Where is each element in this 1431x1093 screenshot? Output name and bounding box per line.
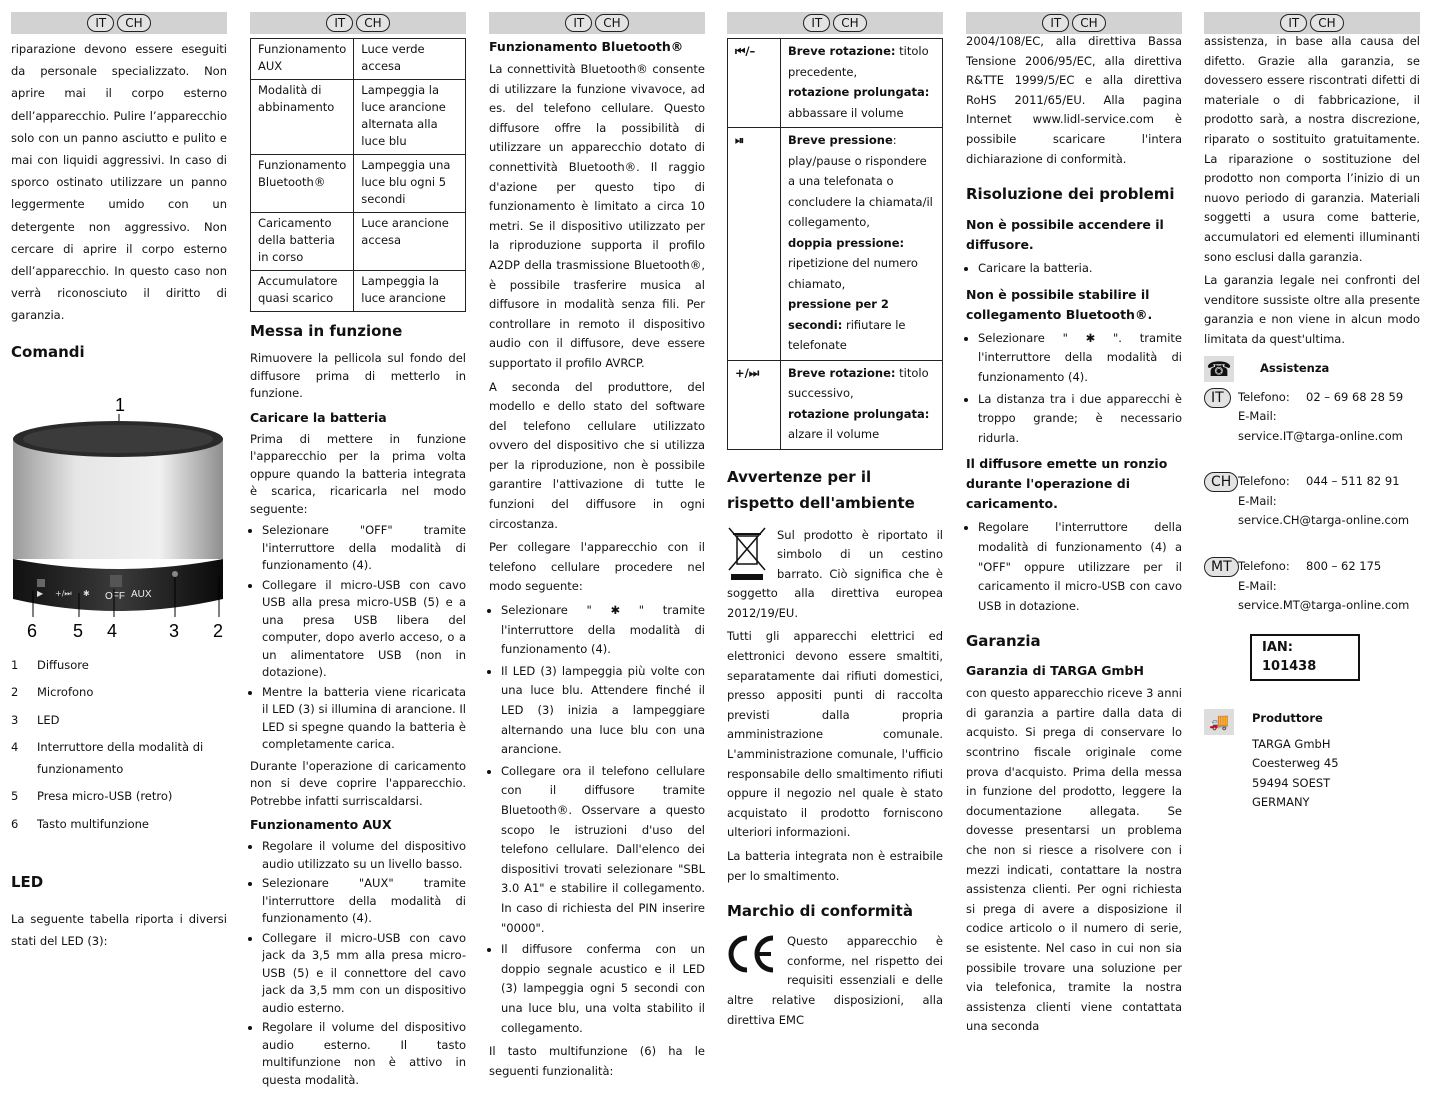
paragraph: La garanzia legale nei confronti del venditore sussiste oltre alla presente garanzia e non viene in alcun modo limitata da quest'ultima. (1204, 273, 1420, 346)
paragraph: Questo apparecchio è conforme, nel rispetto dei requisiti essenziali e delle altre relative disposizioni, alla direttiva EMC (727, 934, 943, 1027)
country-badge-ch: CH (1072, 14, 1105, 32)
country-badge-ch: CH (117, 14, 150, 32)
contact-ch: CH Telefono: 044 – 511 82 91 E-Mail: service.CH@targa-online.com (1204, 472, 1420, 531)
table-row: Funzionamento AUX Luce verde accesa (251, 39, 466, 80)
country-badge-it: IT (1042, 14, 1069, 32)
column-4 (727, 12, 943, 1034)
svg-text:+/⏭: +/⏭ (55, 588, 72, 598)
country-badge-it: IT (1280, 14, 1307, 32)
email-link[interactable]: service.CH@targa-online.com (1238, 513, 1410, 528)
truck-icon: 🚚 (1204, 709, 1234, 735)
section-title-problemi: Risoluzione dei problemi (966, 185, 1175, 204)
problem-list (966, 518, 1182, 616)
list-item: • Selezionare " ✱ " tramite l'interruttore della modalità di funzionamento (4). (501, 601, 705, 660)
section-title-messa: Messa in funzione (250, 322, 403, 340)
column-5 (966, 12, 1182, 1041)
email-link[interactable]: service.MT@targa-online.com (1238, 598, 1410, 613)
svg-text:✱: ✱ (83, 588, 90, 598)
list-item: • Selezionare " ✱ ". tramite l'interruttore della modalità di funzionamento (4). (978, 329, 1182, 388)
paragraph: A seconda del produttore, del modello e dello stato del software del telefono cellulare utilizzato ovvero del dispositivo che si utilizza per la riproduzione, non è possibile garantire l'attivazione di tutte le funzioni del diffusore in ogni circostanza. (489, 379, 705, 531)
paragraph: Rimuovere la pellicola sul fondo del diffusore prima di metterlo in funzione. (250, 351, 466, 400)
list-item: • Il LED (3) lampeggia più volte con una luce blu. Attendere finché il LED (3) inizia a lampeggiare alternando una luce blu con una arancione. (501, 662, 705, 760)
weee-block (727, 526, 943, 624)
device-label-off: OFF (105, 590, 125, 602)
ce-mark-icon (727, 934, 779, 974)
problem-title: Non è possibile accendere il diffusore. (966, 217, 1164, 253)
list-item: • Regolare l'interruttore della modalità di funzionamento (4) a "OFF" oppure utilizzare per il caricamento il micro-USB con cavo USB in dotazione. (978, 518, 1182, 616)
assistance-header (1204, 356, 1420, 382)
contact-it: IT Telefono: 02 – 69 68 28 59 E-Mail: service.IT@targa-online.com (1204, 388, 1420, 447)
paragraph: La seguente tabella riporta i diversi stati del LED (3): (11, 912, 227, 948)
country-header (11, 12, 227, 34)
section-title-bluetooth: Funzionamento Bluetooth® (489, 39, 684, 54)
prev-track-icon: ⏮/– (728, 39, 781, 128)
device-label-aux: AUX (131, 588, 152, 600)
assistance-title: Assistenza (1260, 360, 1330, 375)
paragraph: Il tasto multifunzione (6) ha le seguenti funzionalità: (489, 1044, 705, 1078)
subsection-title-carica: Caricare la batteria (250, 409, 387, 425)
play-pause-icon: ⏯ (728, 128, 781, 361)
producer-title: Produttore (1252, 711, 1323, 726)
country-header (727, 12, 943, 34)
paragraph: con questo apparecchio riceve 3 anni di garanzia a partire dalla data di acquisto. Si prega di conservare lo scontrino fiscale originale come prova d'acquisto. Prima della messa in funzione del prodotto, leggere la documentazione allegata. Se dovesse presentarsi un problema che non si riesce a risolvere con i mezzi indicati, contattare la nostra assistenza clienti. Per ogni richiesta si prega di avere a disposizione il codice articolo o il numero di serie, se esistente. Nel caso in cui non sia possibile trovare una soluzione per via telefonica, tramite la nostra assistenza clienti viene contattata una seconda (966, 686, 1182, 1034)
problem-title: Il diffusore emette un ronzio durante l'operazione di caricamento. (966, 456, 1168, 512)
section-title-conformita: Marchio di conformità (727, 902, 913, 921)
country-badge-mt: MT (1204, 557, 1239, 577)
subsection-title-aux: Funzionamento AUX (250, 817, 392, 832)
table-row: Accumulatore quasi scarico Lampeggia la luce arancione (251, 271, 466, 312)
list-item: • Collegare ora il telefono cellulare con il diffusore tramite Bluetooth®. Osservare a questo scopo le istruzioni d'uso del telefono cellulare. Dall'elenco dei dispositivi trovati selezionare "SBL 3.0 A1" e stabilire il collegamento. In caso di richiesta del PIN inserire "0000". (501, 762, 705, 938)
problem-list (966, 259, 1182, 279)
paragraph: 2004/108/EC, alla direttiva Bassa Tensione 2006/95/EC, alla direttiva R&TTE 1999/5/EC e alla direttiva RoHS 2011/65/EU. Alla pagina Internet www.lidl-service.com è possibile scaricare l'intera dichiarazione di conformità. (966, 34, 1182, 166)
next-track-icon: +/⏭ (728, 360, 781, 449)
country-badge-it: IT (326, 14, 353, 32)
paragraph: La connettività Bluetooth® consente di utilizzare la funzione vivavoce, ad es. del telefono cellulare. Questo diffusore offre la possibilità di utilizzare un apparecchio dotato di connettività Bluetooth®. Il raggio d'azione per questo tipo di funzionamento è limitato a circa 10 metri. Se il dispositivo utilizzato per la riproduzione supporta il profilo A2DP della trasmissione Bluetooth®, è possibile trasferire musica al diffusore in modalità senza fili. Per controllare in remoto il dispositivo audio con il diffusore, deve essere supportato il profilo AVRCP. (489, 62, 705, 370)
country-header (489, 12, 705, 34)
list-item: 4 Interruttore della modalità di funzionamento (11, 740, 204, 776)
country-badge-ch: CH (1204, 472, 1238, 492)
aux-list (250, 838, 466, 1089)
country-badge-ch: CH (1310, 14, 1343, 32)
problem-list (966, 329, 1182, 449)
figure-label-4: 4 (107, 620, 118, 641)
figure-label-1: 1 (115, 394, 126, 415)
producer-block (1204, 709, 1420, 813)
country-badge-it: IT (565, 14, 592, 32)
paragraph: La batteria integrata non è estraibile per lo smaltimento. (727, 849, 943, 883)
table-row: +/⏭ Breve rotazione: titolo successivo, rotazione prolungata: alzare il volume (728, 360, 943, 449)
country-badge-ch: CH (356, 14, 389, 32)
phone-number: 800 – 62 175 (1306, 559, 1382, 574)
list-item: 6 Tasto multifunzione (11, 816, 150, 831)
section-title-led: LED (11, 873, 44, 892)
producer-line: GERMANY (1252, 795, 1310, 810)
list-item: 3 LED (11, 712, 60, 727)
country-header (250, 12, 466, 34)
country-badge-it: IT (803, 14, 830, 32)
subsection-title-garanzia-targa: Garanzia di TARGA GmbH (966, 663, 1144, 679)
phone-number: 044 – 511 82 91 (1306, 474, 1400, 489)
svg-text:▶: ▶ (37, 588, 44, 598)
paragraph: Durante l'operazione di caricamento non si deve coprire l'apparecchio. Potrebbe infatti surriscaldarsi. (250, 758, 466, 808)
list-item: • Selezionare "OFF" tramite l'interruttore della modalità di funzionamento (4). (262, 522, 466, 575)
producer-line: TARGA GmbH (1252, 736, 1331, 751)
list-item: • Mentre la batteria viene ricaricata il LED (3) si illumina di arancione. Il LED si spegne quando la batteria è completamente carica. (262, 684, 466, 754)
carica-list (250, 522, 466, 754)
section-title-garanzia: Garanzia (966, 632, 1041, 651)
country-badge-ch: CH (833, 14, 866, 32)
producer-line: 59494 SOEST (1252, 775, 1331, 790)
list-item: • Selezionare "AUX" tramite l'interruttore della modalità di funzionamento (4). (262, 875, 466, 928)
list-item: 1 Diffusore (11, 657, 89, 672)
column-3 (489, 12, 705, 1085)
list-item: 2 Microfono (11, 685, 94, 700)
list-item: • Regolare il volume del dispositivo audio utilizzato su un livello basso. (262, 838, 466, 873)
country-header (1204, 12, 1420, 34)
producer-line: Coesterweg 45 (1252, 756, 1339, 771)
ce-block (727, 932, 943, 1030)
email-link[interactable]: service.IT@targa-online.com (1238, 428, 1403, 443)
paragraph: Per collegare l'apparecchio con il telefono cellulare procedere nel modo seguente: (489, 540, 705, 594)
led-status-table (250, 38, 466, 312)
figure-label-6: 6 (27, 620, 38, 641)
speaker-figure (11, 381, 227, 641)
column-6 (1204, 12, 1420, 813)
table-row: ⏮/– Breve rotazione: titolo precedente, rotazione prolungata: abbassare il volume (728, 39, 943, 128)
country-header (966, 12, 1182, 34)
list-item: • Collegare il micro-USB con cavo jack da 3,5 mm alla presa micro-USB (5) e il connettore del cavo jack da 3,5 mm con un dispositivo audio esterno. (262, 930, 466, 1018)
paragraph: Prima di mettere in funzione l'apparecchio per la prima volta oppure quando la batteria integrata è scarica, ricaricarla nel modo seguente: (250, 431, 466, 516)
paragraph: Tutti gli apparecchi elettrici ed elettronici devono essere smaltiti, separatamente dai rifiuti domestici, presso appositi punti di raccolta previsti dalla propria amministrazione comunale. L'amministrazione comunale, l'ufficio responsabile dello smaltimento rifiuti oppure il negozio nel quale è stato acquistato il prodotto forniscono ulteriori informazioni. (727, 629, 943, 840)
figure-label-2: 2 (213, 620, 224, 641)
problem-title: Non è possibile stabilire il collegamento Bluetooth®. (966, 286, 1153, 322)
paragraph: assistenza, in base alla causa del difetto. Grazie alla garanzia, se dovessero essere riscontrati difetti di materiale o di fabbricazione, il prodotto sarà, a nostra discrezione, riparato o sostituito gratuitamente. La riparazione o sostituzione del prodotto non comporta l’inizio di un nuovo periodo di garanzia. Materiali soggetti a usura come batterie, accumulatori ed elementi illuminanti sono esclusi dalla garanzia. (1204, 34, 1420, 264)
list-item: • Collegare il micro-USB con cavo USB alla presa micro-USB (5) e a una presa USB libera del computer, dopo averlo acceso, o a un alimentatore USB (non in dotazione). (262, 577, 466, 682)
list-item: 5 Presa micro-USB (retro) (11, 789, 173, 804)
figure-label-3: 3 (169, 620, 180, 641)
section-title-ambiente: Avvertenze per il rispetto dell'ambiente (727, 467, 915, 512)
phone-number: 02 – 69 68 28 59 (1306, 389, 1404, 404)
table-row: Caricamento della batteria in corso Luce arancione accesa (251, 213, 466, 271)
bluetooth-list (489, 601, 705, 1038)
parts-list (11, 655, 227, 836)
list-item: • Caricare la batteria. (978, 259, 1182, 279)
table-row: Modalità di abbinamento Lampeggia la luce arancione alternata alla luce blu (251, 80, 466, 155)
country-badge-it: IT (1204, 388, 1231, 408)
crossed-bin-icon (727, 526, 769, 582)
section-title-comandi: Comandi (11, 342, 85, 361)
paragraph: riparazione devono essere eseguiti da personale specializzato. Non aprire mai il corpo esterno dell’apparecchio. Pulire l’apparecchio solo con un panno asciutto e pulito e mai con liquidi aggressivi. In caso di sporco ostinato utilizzare un panno leggermente umido con un detergente non aggressivo. Non cercare di aprire il corpo esterno dell’apparecchio. In questo caso non verrà riconosciuto il diritto di garanzia. (11, 42, 227, 323)
phone-icon: ☎ (1204, 356, 1234, 382)
list-item: • Regolare il volume del dispositivo audio esterno. Il tasto multifunzione non è attivo in questa modalità. (262, 1019, 466, 1089)
list-item: • La distanza tra i due apparecchi è troppo grande; è necessario ridurla. (978, 390, 1182, 449)
ian-box: IAN: 101438 (1250, 634, 1360, 681)
table-row: Funzionamento Bluetooth® Lampeggia una luce blu ogni 5 secondi (251, 155, 466, 213)
paragraph: Sul prodotto è riportato il simbolo di un cestino barrato. Ciò significa che è soggetto alla direttiva europea 2012/19/EU. (727, 527, 943, 620)
column-2 (250, 12, 466, 1093)
multifunction-table (727, 38, 943, 450)
contact-mt: MT Telefono: 800 – 62 175 E-Mail: service.MT@targa-online.com (1204, 557, 1420, 616)
figure-label-5: 5 (73, 620, 84, 641)
list-item: • Il diffusore conferma con un doppio segnale acustico e il LED (3) lampeggia ogni 5 secondi con una luce blu, una volta stabilito il collegamento. (501, 940, 705, 1038)
country-badge-ch: CH (595, 14, 628, 32)
table-row: ⏯ Breve pressione: play/pause o rispondere a una telefonata o concludere la chiamata/il collegamento, doppia pressione: ripetizione del numero chiamato, pressione per 2 secondi: rifiutare le telefonate (728, 128, 943, 361)
speaker-illustration (11, 381, 227, 641)
column-1 (11, 12, 227, 956)
country-badge-it: IT (87, 14, 114, 32)
